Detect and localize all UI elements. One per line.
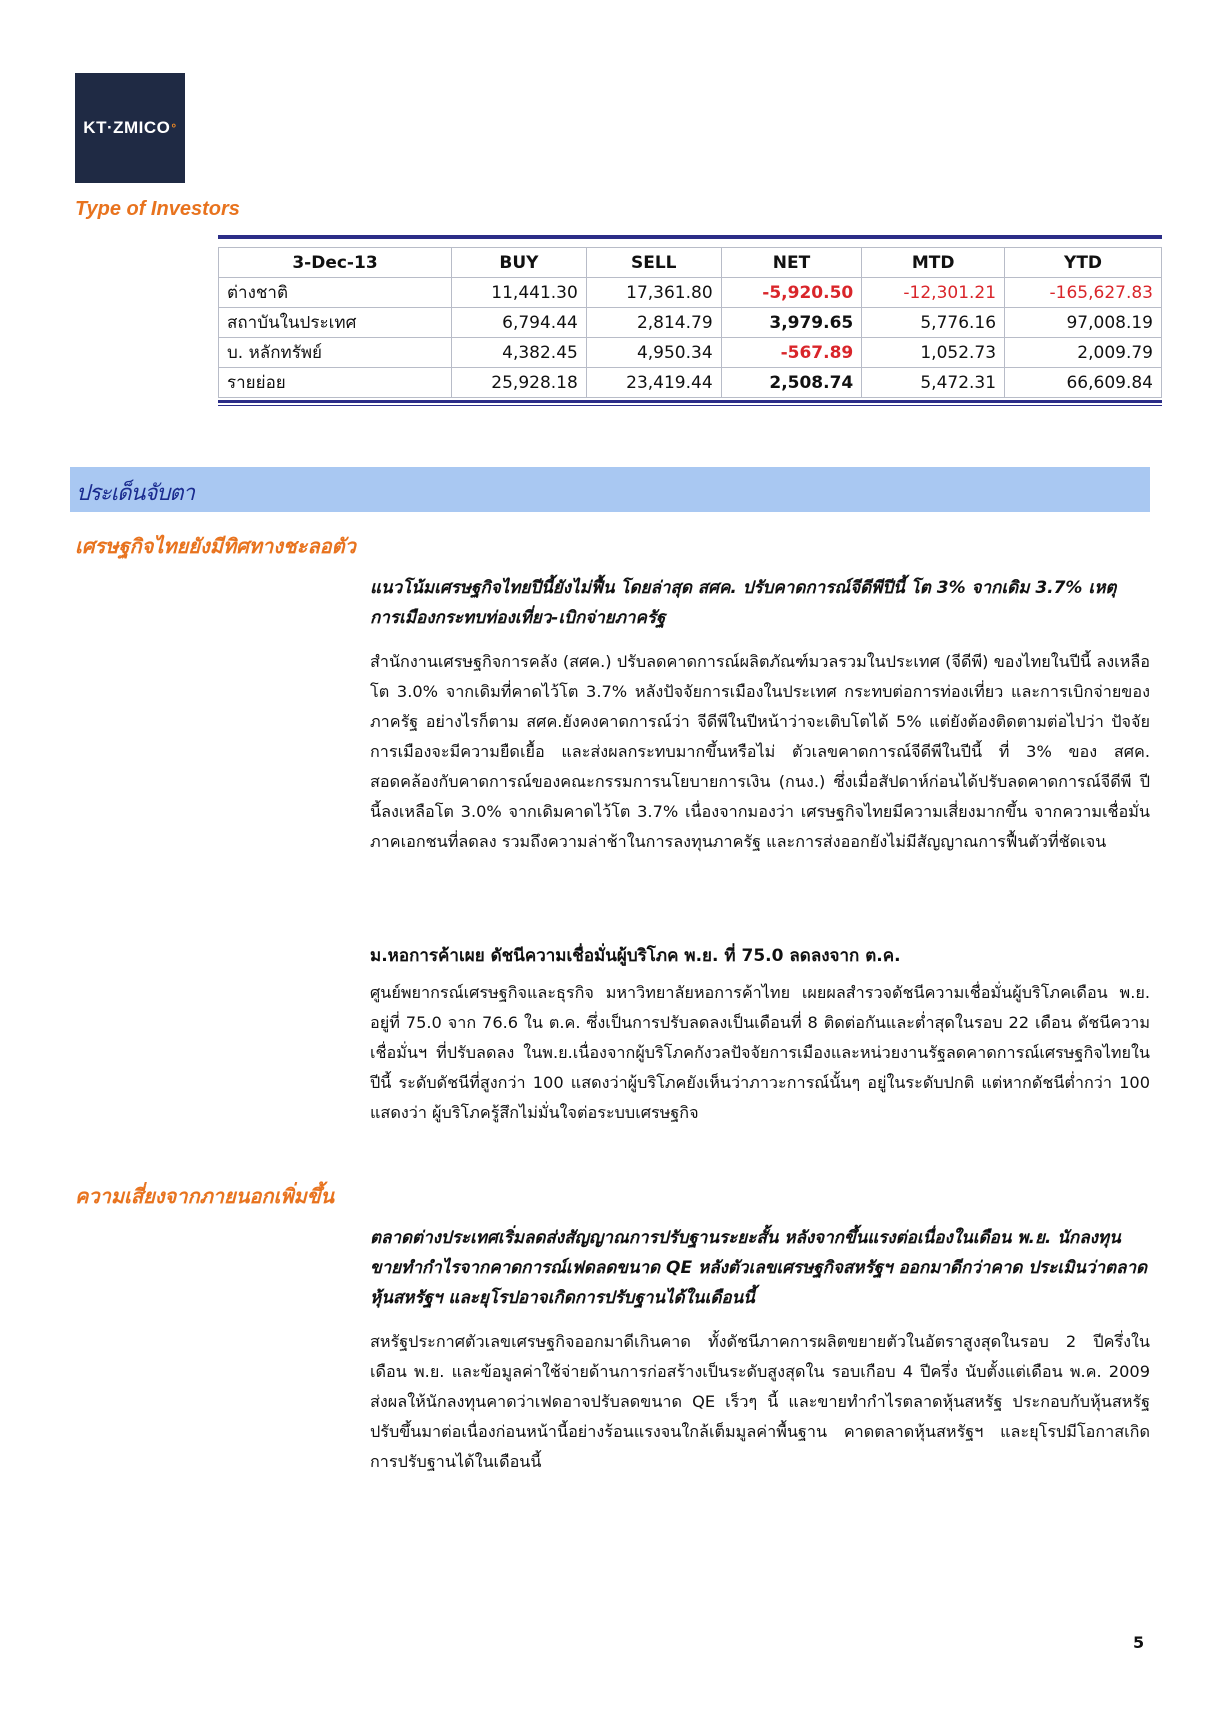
- sell-cell: 23,419.44: [586, 368, 721, 398]
- table-row: [219, 368, 1162, 398]
- investor-table: [218, 247, 1162, 398]
- table-header-row: [219, 248, 1162, 278]
- section2-paragraph-1: สหรัฐประกาศตัวเลขเศรษฐกิจออกมาดีเกินคาด ทั้งดัชนีภาคการผลิตขยายตัวในอัตราสูงสุดในรอบ 2 ปีครึ่งในเดือน พ.ย. และข้อมูลค่าใช้จ่ายด้านการก่อสร้างเป็นระดับสูงสุดใน รอบเกือบ 4 ปีครึ่ง นับตั้งแต่เดือน พ.ค. 2009 ส่งผลให้นักลงทุนคาดว่าเฟดอาจปรับลดขนาด QE เร็วๆ นี้ และขายทำกำไรตลาดหุ้นสหรัฐ ประกอบกับหุ้นสหรัฐปรับขึ้นมาต่อเนื่องก่อนหน้านี้อย่างร้อนแรงจนใกล้เต็มมูลค่าพื้นฐาน คาดตลาดหุ้นสหรัฐฯ และยุโรปมีโอกาสเกิดการปรับฐานได้ในเดือนนี้: [370, 1332, 1150, 1471]
- mtd-cell: 5,472.31: [862, 368, 1005, 398]
- section-title-thai-economy: เศรษฐกิจไทยยังมีทิศทางชะลอตัว: [75, 534, 356, 558]
- row-label: บ. หลักทรัพย์: [219, 338, 452, 368]
- net-cell: -5,920.50: [721, 278, 862, 308]
- row-label: ต่างชาติ: [219, 278, 452, 308]
- header-ytd: YTD: [1005, 248, 1162, 278]
- sell-cell: 2,814.79: [586, 308, 721, 338]
- buy-cell: 25,928.18: [452, 368, 587, 398]
- section-title-external-risk: ความเสี่ยงจากภายนอกเพิ่มขึ้น: [75, 1184, 335, 1208]
- ytd-cell: -165,627.83: [1005, 278, 1162, 308]
- investor-table-container: [218, 235, 1162, 406]
- table-bottom-rule-thin: [218, 405, 1162, 406]
- buy-cell: 4,382.45: [452, 338, 587, 368]
- logo-text: KT·ZMICO: [83, 118, 171, 137]
- ytd-cell: 97,008.19: [1005, 308, 1162, 338]
- mtd-cell: 5,776.16: [862, 308, 1005, 338]
- table-top-rule: [218, 235, 1162, 239]
- net-cell: -567.89: [721, 338, 862, 368]
- table-row: [219, 338, 1162, 368]
- header-sell: SELL: [586, 248, 721, 278]
- ytd-cell: 2,009.79: [1005, 338, 1162, 368]
- section2-lead: ตลาดต่างประเทศเริ่มลดส่งสัญญาณการปรับฐานระยะสั้น หลังจากขึ้นแรงต่อเนื่องในเดือน พ.ย. นักลงทุนขายทำกำไรจากคาดการณ์เฟดลดขนาด QE หลังตัวเลขเศรษฐกิจสหรัฐฯ ออกมาดีกว่าคาด ประเมินว่าตลาดหุ้นสหรัฐฯ และยุโรปอาจเกิดการปรับฐานได้ในเดือนนี้: [370, 1228, 1148, 1308]
- type-of-investors-title: Type of Investors: [75, 198, 240, 220]
- net-cell: 2,508.74: [721, 368, 862, 398]
- sell-cell: 17,361.80: [586, 278, 721, 308]
- table-row: [219, 308, 1162, 338]
- header-buy: BUY: [452, 248, 587, 278]
- table-row: [219, 278, 1162, 308]
- company-logo: [75, 73, 185, 183]
- highlights-title: ประเด็นจับตา: [76, 481, 194, 506]
- section1-paragraph-2: ศูนย์พยากรณ์เศรษฐกิจและธุรกิจ มหาวิทยาลัยหอการค้าไทย เผยผลสำรวจดัชนีความเชื่อมั่นผู้บริโภคเดือน พ.ย. อยู่ที่ 75.0 จาก 76.6 ใน ต.ค. ซึ่งเป็นการปรับลดลงเป็นเดือนที่ 8 ติดต่อกันและต่ำสุดในรอบ 22 เดือน ดัชนีความเชื่อมั่นฯ ที่ปรับลดลง ในพ.ย.เนื่องจากผู้บริโภคกังวลปัจจัยการเมืองและหน่วยงานรัฐลดคาดการณ์เศรษฐกิจไทยในปีนี้ ระดับดัชนีที่สูงกว่า 100 แสดงว่าผู้บริโภคยังเห็นว่าภาวะการณ์นั้นๆ อยู่ในระดับปกติ แต่หากดัชนีต่ำกว่า 100 แสดงว่า ผู้บริโภครู้สึกไม่มั่นใจต่อระบบเศรษฐกิจ: [370, 983, 1150, 1122]
- header-date: 3-Dec-13: [219, 248, 452, 278]
- logo-mark: °: [171, 121, 177, 135]
- header-mtd: MTD: [862, 248, 1005, 278]
- mtd-cell: 1,052.73: [862, 338, 1005, 368]
- section1-subheading: ม.หอการค้าเผย ดัชนีความเชื่อมั่นผู้บริโภค พ.ย. ที่ 75.0 ลดลงจาก ต.ค.: [370, 946, 901, 966]
- buy-cell: 6,794.44: [452, 308, 587, 338]
- ytd-cell: 66,609.84: [1005, 368, 1162, 398]
- table-bottom-rule: [218, 400, 1162, 403]
- section1-paragraph-1: สำนักงานเศรษฐกิจการคลัง (สศค.) ปรับลดคาดการณ์ผลิตภัณฑ์มวลรวมในประเทศ (จีดีพี) ของไทยในปีนี้ ลงเหลือโต 3.0% จากเดิมที่คาดไว้โต 3.7% หลังปัจจัยการเมืองในประเทศ กระทบต่อการท่องเที่ยว และการเบิกจ่ายของภาครัฐ อย่างไรก็ตาม สศค.ยังคงคาดการณ์ว่า จีดีพีในปีหน้าว่าจะเติบโตได้ 5% แต่ยังต้องติดตามต่อไปว่า ปัจจัยการเมืองจะมีความยืดเยื้อ และส่งผลกระทบมากขึ้นหรือไม่ ตัวเลขคาดการณ์จีดีพีในปีนี้ ที่ 3% ของ สศค. สอดคล้องกับคาดการณ์ของคณะกรรมการนโยบายการเงิน (กนง.) ซึ่งเมื่อสัปดาห์ก่อนได้ปรับลดคาดการณ์จีดีพี ปีนี้ลงเหลือโต 3.0% จากเดิมคาดไว้โต 3.7% เนื่องจากมองว่า เศรษฐกิจไทยมีความเสี่ยงมากขึ้น จากความเชื่อมั่นภาคเอกชนที่ลดลง รวมถึงความล่าช้าในการลงทุนภาครัฐ และการส่งออกยังไม่มีสัญญาณการฟื้นตัวที่ชัดเจน: [370, 652, 1150, 851]
- row-label: สถาบันในประเทศ: [219, 308, 452, 338]
- net-cell: 3,979.65: [721, 308, 862, 338]
- mtd-cell: -12,301.21: [862, 278, 1005, 308]
- header-net: NET: [721, 248, 862, 278]
- highlights-band: [70, 467, 1150, 512]
- section1-lead: แนวโน้มเศรษฐกิจไทยปีนี้ยังไม่ฟื้น โดยล่าสุด สศค. ปรับคาดการณ์จีดีพีปีนี้ โต 3% จากเดิม 3.7% เหตุการเมืองกระทบท่องเที่ยว-เบิกจ่ายภาครัฐ: [370, 578, 1117, 628]
- row-label: รายย่อย: [219, 368, 452, 398]
- buy-cell: 11,441.30: [452, 278, 587, 308]
- page-number: 5: [1133, 1633, 1145, 1652]
- sell-cell: 4,950.34: [586, 338, 721, 368]
